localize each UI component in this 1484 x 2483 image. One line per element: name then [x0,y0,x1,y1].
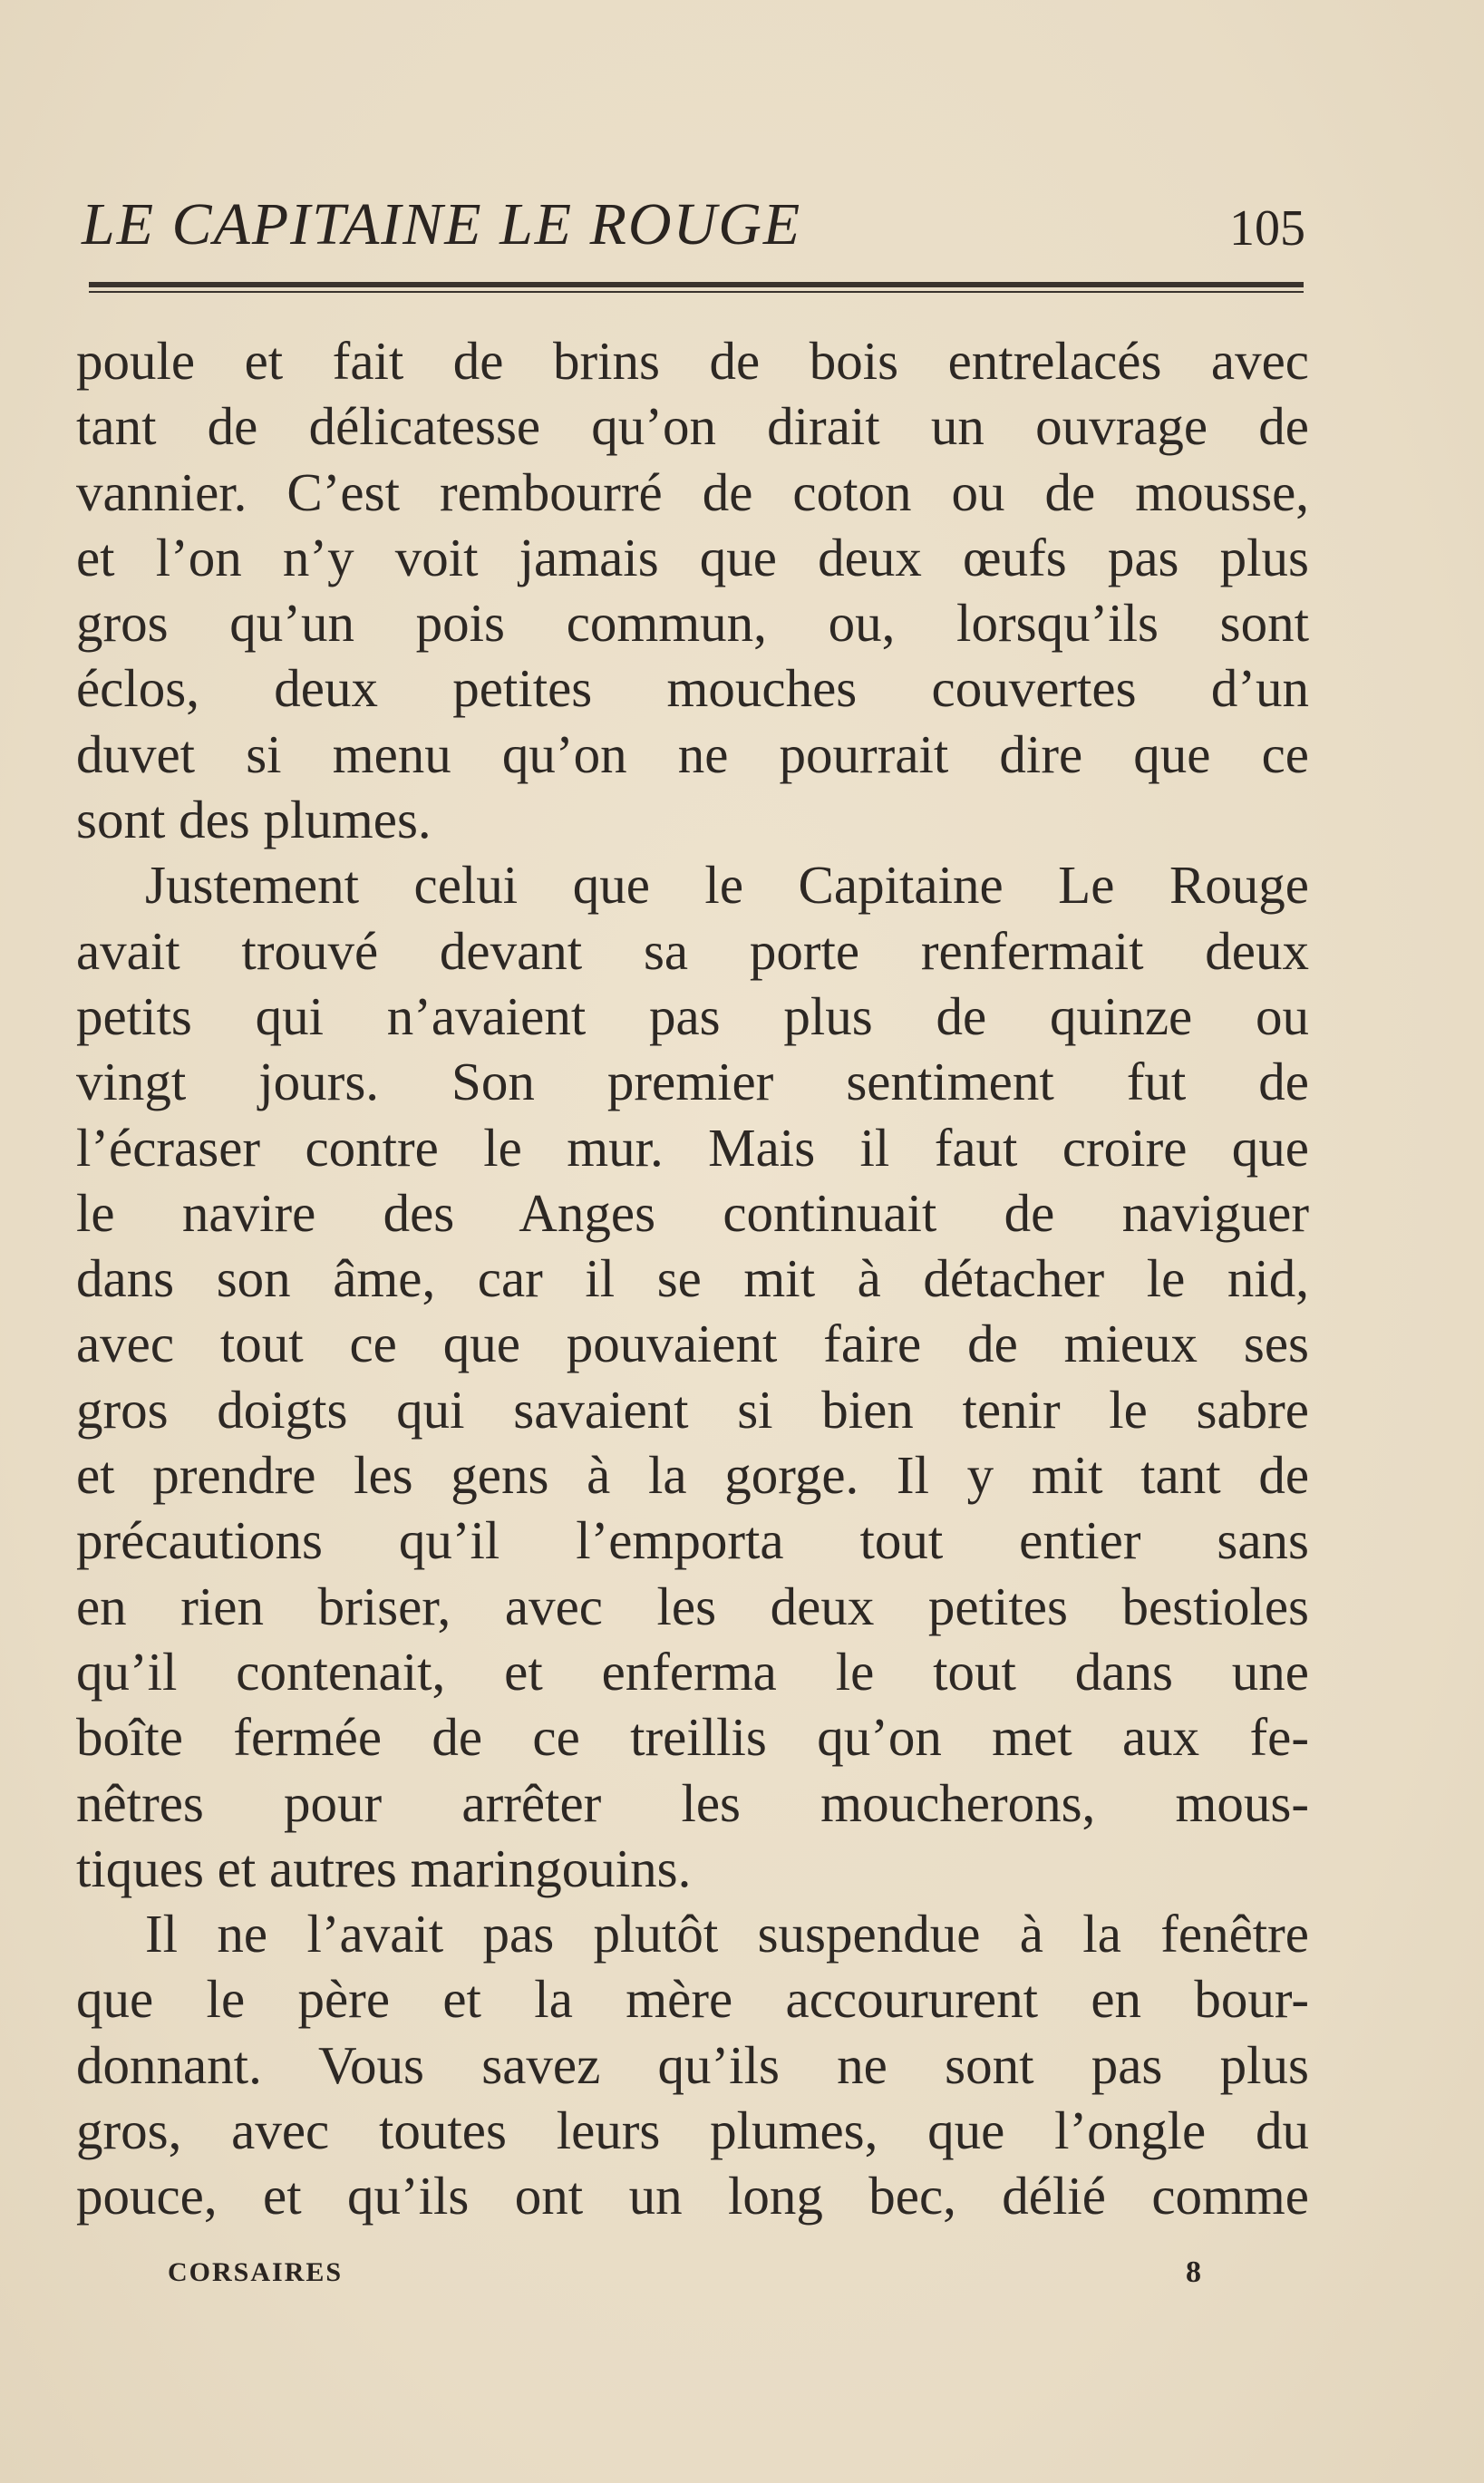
paragraph [76,328,1309,852]
text-line: dans son âme, car il se mit à détacher le nid, [76,1248,1309,1309]
header-rule-thick [89,282,1304,287]
text-line: vannier. C’est rembourré de coton ou de mousse, [76,461,1309,522]
text-line: avec tout ce que pouvaient faire de mieux ses [76,1314,1309,1374]
text-line: éclos, deux petites mouches couvertes d’un [76,658,1309,719]
text-line: gros, avec toutes leurs plumes, que l’ongle du [76,2100,1309,2161]
paragraph [76,1901,1309,2228]
signature-number: 8 [1186,2255,1201,2289]
text-line: nêtres pour arrêter les moucherons, mous- [76,1772,1309,1833]
text-line: tiques et autres maringouins. [76,1838,692,1898]
text-line: poule et fait de brins de bois entrelacés avec [76,331,1309,391]
text-line: que le père et la mère accoururent en bour- [76,1969,1309,2030]
page-footer [168,2257,1201,2303]
text-line: Il ne l’avait pas plutôt suspendue à la fenêtre [145,1904,1309,1964]
text-line: gros doigts qui savaient si bien tenir le sabre [76,1379,1309,1440]
text-line: qu’il contenait, et enferma le tout dans une [76,1641,1309,1702]
text-line: petits qui n’avaient pas plus de quinze ou [76,985,1309,1046]
text-line: donnant. Vous savez qu’ils ne sont pas plus [76,2034,1309,2095]
text-line: pouce, et qu’ils ont un long bec, délié comme [76,2166,1309,2226]
text-line: vingt jours. Son premier sentiment fut de [76,1052,1309,1112]
text-line: en rien briser, avec les deux petites bestioles [76,1576,1309,1636]
text-line: avait trouvé devant sa porte renfermait deux [76,920,1309,981]
text-line: tant de délicatesse qu’on dirait un ouvrage de [76,396,1309,457]
text-line: le navire des Anges continuait de naviguer [76,1182,1309,1243]
running-title: LE CAPITAINE LE ROUGE [82,191,802,257]
printer-signature: CORSAIRES [168,2257,344,2287]
text-line: précautions qu’il l’emporta tout entier sans [76,1510,1309,1571]
header-rule-thin [89,291,1304,293]
text-line: duvet si menu qu’on ne pourrait dire que ce [76,723,1309,784]
text-line: l’écraser contre le mur. Mais il faut croire que [76,1117,1309,1178]
text-line: sont des plumes. [76,790,432,850]
text-line: Justement celui que le Capitaine Le Rouge [145,855,1309,916]
text-line: gros qu’un pois commun, ou, lorsqu’ils sont [76,593,1309,654]
text-line: boîte fermée de ce treillis qu’on met aux fe- [76,1707,1309,1768]
paragraph [76,852,1309,1901]
body-text [76,328,1309,2229]
page-number: 105 [1229,200,1305,257]
text-line: et l’on n’y voit jamais que deux œufs pas plus [76,527,1309,587]
page-header [82,190,1305,263]
text-line: et prendre les gens à la gorge. Il y mit tant de [76,1445,1309,1506]
